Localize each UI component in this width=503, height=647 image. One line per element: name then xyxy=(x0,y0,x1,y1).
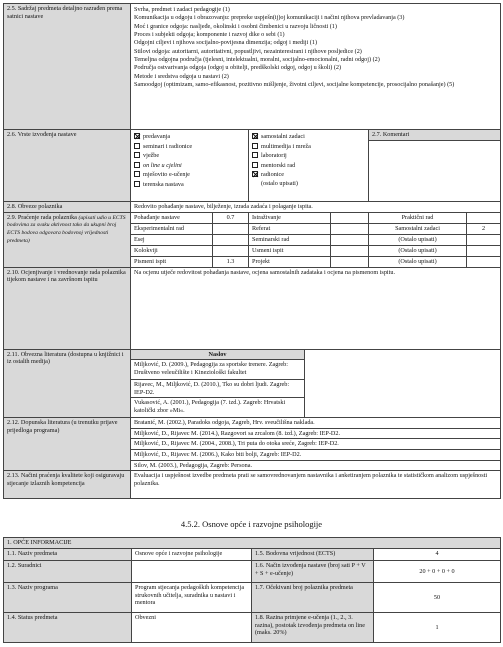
section-2-8-label: 2.8. Obveze polaznika xyxy=(4,202,131,213)
activity-ects xyxy=(331,245,369,256)
section-2-9-subtitle: (upisati udio u ECTS bodovima za svaku aktivnost tako da ukupni broj ECTS bodova odgovara bodovnoj vrijednosti predmeta) xyxy=(7,214,126,244)
other-note: (ostalo upisati) xyxy=(261,179,298,187)
checkbox-empty-icon[interactable] xyxy=(134,181,140,187)
checkbox-label: samostalni zadaci xyxy=(261,133,305,140)
activity-name: Pismeni ispit xyxy=(131,256,213,267)
checkbox-empty-icon[interactable] xyxy=(134,143,140,149)
checkbox-checked-icon[interactable] xyxy=(252,133,258,139)
activity-ects xyxy=(331,212,369,223)
section-2-11-label: 2.11. Obvezna literatura (dostupna u knjižnici i iz ostalih medija) xyxy=(4,349,131,418)
supplementary-item: Miljković, D., Rijavec M. (2004., 2008.), Tri puta do otoka sreće, Zagreb: IEP-D2. xyxy=(131,439,501,450)
section-2-9-title: 2.9. Praćenje rada polaznika xyxy=(7,213,77,221)
activity-name: (Ostalo upisati) xyxy=(369,234,467,245)
content-line: Komunikacija u odgoju i obrazovanju: prepreke uspješn(ij)oj komunikaciji i načini njihova prevladavanja (3) xyxy=(134,14,405,22)
activity-ects xyxy=(467,212,501,223)
checkbox-empty-icon[interactable] xyxy=(134,162,140,168)
checkbox-empty-icon[interactable] xyxy=(252,162,258,168)
activity-name: (Ostalo upisati) xyxy=(369,245,467,256)
activity-ects: 1.3 xyxy=(213,256,249,267)
content-line: Odgojni ciljevi i njihova socijalno-povijesna dimenzija; odgoj i mediji (1) xyxy=(134,39,318,47)
content-line: Područja ostvarivanja odgoja (odgoj u obitelji, predškolski odgoj, odgoj u školi) (2) xyxy=(134,64,342,72)
section-2-6-label: 2.6. Vrste izvođenja nastave xyxy=(4,130,131,202)
activity-name: Eksperimentalni rad xyxy=(131,223,213,234)
activity-ects xyxy=(213,245,249,256)
activity-name: Esej xyxy=(131,234,213,245)
section-2-12-label: 2.12. Dopunska literatura (u trenutku prijave prijedloga programa) xyxy=(4,418,131,471)
activity-ects: 2 xyxy=(467,223,501,234)
activity-ects xyxy=(331,234,369,245)
checkbox-label: laboratorij xyxy=(261,152,287,160)
section-title: 4.5.2. Osnove opće i razvojne psihologije xyxy=(180,519,323,529)
activity-ects xyxy=(331,223,369,234)
activity-ects xyxy=(467,234,501,245)
activity-ects xyxy=(467,245,501,256)
content-line: Samoodgoj (optimizam, samo-efikasnost, pozitivno mišljenje, životni ciljevi, socijalne kompetencije, prosocijalno ponašanje) (5) xyxy=(134,81,455,89)
literature-item: Miljković, D. (2009.), Pedagogija za sportske trenere. Zagreb: Društveno veleučilište i Kineziološki fakultet xyxy=(131,360,305,380)
obligations-text: Redovito pohađanje nastave, bilježenje, izrada zadaća i polaganje ispita. xyxy=(131,202,501,213)
activity-ects xyxy=(213,234,249,245)
checkbox-label: terenska nastava xyxy=(143,180,184,188)
info-value: 1 xyxy=(374,613,501,643)
activity-name: Seminarski rad xyxy=(249,234,331,245)
info-value: 4 xyxy=(374,549,501,561)
content-line: Svrha, predmet i zadaci pedagogije (1) xyxy=(134,5,230,13)
activity-name: (Ostalo upisati) xyxy=(369,256,467,267)
checkbox-empty-icon[interactable] xyxy=(252,152,258,158)
activity-name: Projekt xyxy=(249,256,331,267)
checkbox-checked-icon[interactable] xyxy=(252,171,258,177)
content-line: Proces i subjekti odgoja; komponente i razvoj dike o sebi (1) xyxy=(134,30,285,38)
content-line: Temeljna odgojna područja (tjelesni, intelektualni, moralni, socijalno-emocionalni, radni odgoj) (2) xyxy=(134,55,380,63)
section-2-9-label xyxy=(4,212,131,267)
activity-ects xyxy=(213,223,249,234)
checkbox-label: multimedija i mreža xyxy=(261,142,311,150)
literature-header: Naslov xyxy=(131,349,305,360)
checkbox-label: predavanja xyxy=(143,133,171,140)
info-value: 20 + 0 + 0 + 0 xyxy=(374,561,501,583)
quality-text: Evaluacija i uspješnost izvedbe predmeta prati se samovrednovanjem nastavnika i anketiranjem polaznika te statističkom analizom uspješnosti polaznika. xyxy=(131,471,501,499)
info-label: 1.5. Bodovna vrijednost (ECTS) xyxy=(252,549,374,561)
info-label: 1.6. Način izvođenja nastave (broj sati P + V + S + e-učenje) xyxy=(252,561,374,583)
checkbox-checked-icon[interactable] xyxy=(134,133,140,139)
teaching-types-col2 xyxy=(249,130,369,202)
literature-extra-cell xyxy=(305,349,501,418)
literature-item: Rijavec, M., Miljković, D. (2010.), Tko su dobri ljudi. Zagreb: IEP-D2. xyxy=(131,380,305,398)
activity-name: Kolokviji xyxy=(131,245,213,256)
info-label: 1.8. Razina primjene e-učenja (1., 2., 3. razina), postotak izvođenja predmeta on line (maks. 20%) xyxy=(252,613,374,643)
checkbox-label: mješovito e-učenje xyxy=(143,171,190,179)
activity-name: Pohađanje nastave xyxy=(131,212,213,223)
supplementary-item: Miljković, D., Rijavec M. (2006.), Kako biti bolji, Zagreb: IEP-D2. xyxy=(131,449,501,460)
info-value: Osnove opće i razvojne psihologije xyxy=(132,549,252,561)
content-line: Moć i granice odgoja: nasljeđe, okolinski i osobni čimbenici u razvoju ličnosti (1) xyxy=(134,22,337,30)
section-2-5-label: 2.5. Sadržaj predmeta detaljno razrađen prema satnici nastave xyxy=(4,4,131,130)
checkbox-label: on line u cjelini xyxy=(143,161,182,169)
info-label: 1.2. Suradnici xyxy=(4,561,132,583)
checkbox-label: seminari i radionice xyxy=(143,142,193,150)
activity-ects xyxy=(331,256,369,267)
info-label: 1.1. Naziv predmeta xyxy=(4,549,132,561)
section-2-13-label: 2.13. Načini praćenja kvalitete koji osiguravaju stjecanje izlaznih kompetencija xyxy=(4,471,131,499)
info-label: 1.7. Očekivani broj polaznika predmeta xyxy=(252,583,374,613)
section-2-10-label: 2.10. Ocjenjivanje i vrednovanje rada polaznika tijekom nastave i na završnom ispitu xyxy=(4,267,131,349)
info-value: Program stjecanja pedagoških kompetencija strukovnih učitelja, suradnika u nastavi i mentora xyxy=(132,583,252,613)
info-value: 50 xyxy=(374,583,501,613)
activity-name: Referat xyxy=(249,223,331,234)
section-2-5-content xyxy=(131,4,501,130)
checkbox-label: vježbe xyxy=(143,152,160,160)
grading-text: Na ocjenu utječe redovitost pohađanja nastave, ocjena samostalnih zadataka i ocjena na pismenom ispitu. xyxy=(131,267,501,349)
literature-item: Vukasović, A. (2001.), Pedagogija (7. izd.). Zagreb: Hrvatski katolički zbor »Mi«. xyxy=(131,398,305,418)
activity-name: Praktični rad xyxy=(369,212,467,223)
general-info-table xyxy=(3,537,501,643)
supplementary-item: Bratanić, M. (2002.), Paradoks odgoja, Zagreb, Hrv. sveučilišna naklada. xyxy=(131,418,501,429)
info-label: 1.3. Naziv programa xyxy=(4,583,132,613)
comments-cell xyxy=(369,130,501,202)
checkbox-empty-icon[interactable] xyxy=(134,171,140,177)
checkbox-label: mentorski rad xyxy=(261,161,296,169)
content-line: Metode i sredstva odgoja u nastavi (2) xyxy=(134,72,229,80)
supplementary-item: Silov, M. (2003.), Pedagogija, Zagreb: Persona. xyxy=(131,460,501,471)
activity-name: Usmeni ispit xyxy=(249,245,331,256)
general-info-header: 1. OPĆE INFORMACIJE xyxy=(4,538,501,549)
checkbox-label: radionice xyxy=(261,171,285,179)
checkbox-empty-icon[interactable] xyxy=(252,143,258,149)
course-description-table xyxy=(3,3,501,499)
info-value: Obvezni xyxy=(132,613,252,643)
activity-ects xyxy=(467,256,501,267)
info-label: 1.4. Status predmeta xyxy=(4,613,132,643)
activity-name: Istraživanje xyxy=(249,212,331,223)
section-2-7-label: 2.7. Komentari xyxy=(369,130,500,141)
supplementary-item: Miljković, D., Rijavec M. (2014.), Razgovori sa zrcalom (8. izd.), Zagreb: IEP-D2. xyxy=(131,428,501,439)
info-value xyxy=(132,561,252,583)
checkbox-empty-icon[interactable] xyxy=(134,152,140,158)
activity-name: Samostalni zadaci xyxy=(369,223,467,234)
teaching-types-col1 xyxy=(131,130,249,202)
activity-ects: 0.7 xyxy=(213,212,249,223)
content-line: Stilovi odgoja: autoritarni, autoritativni, popustljivi, nezainteresirani i njihove posljedice (2) xyxy=(134,47,362,55)
